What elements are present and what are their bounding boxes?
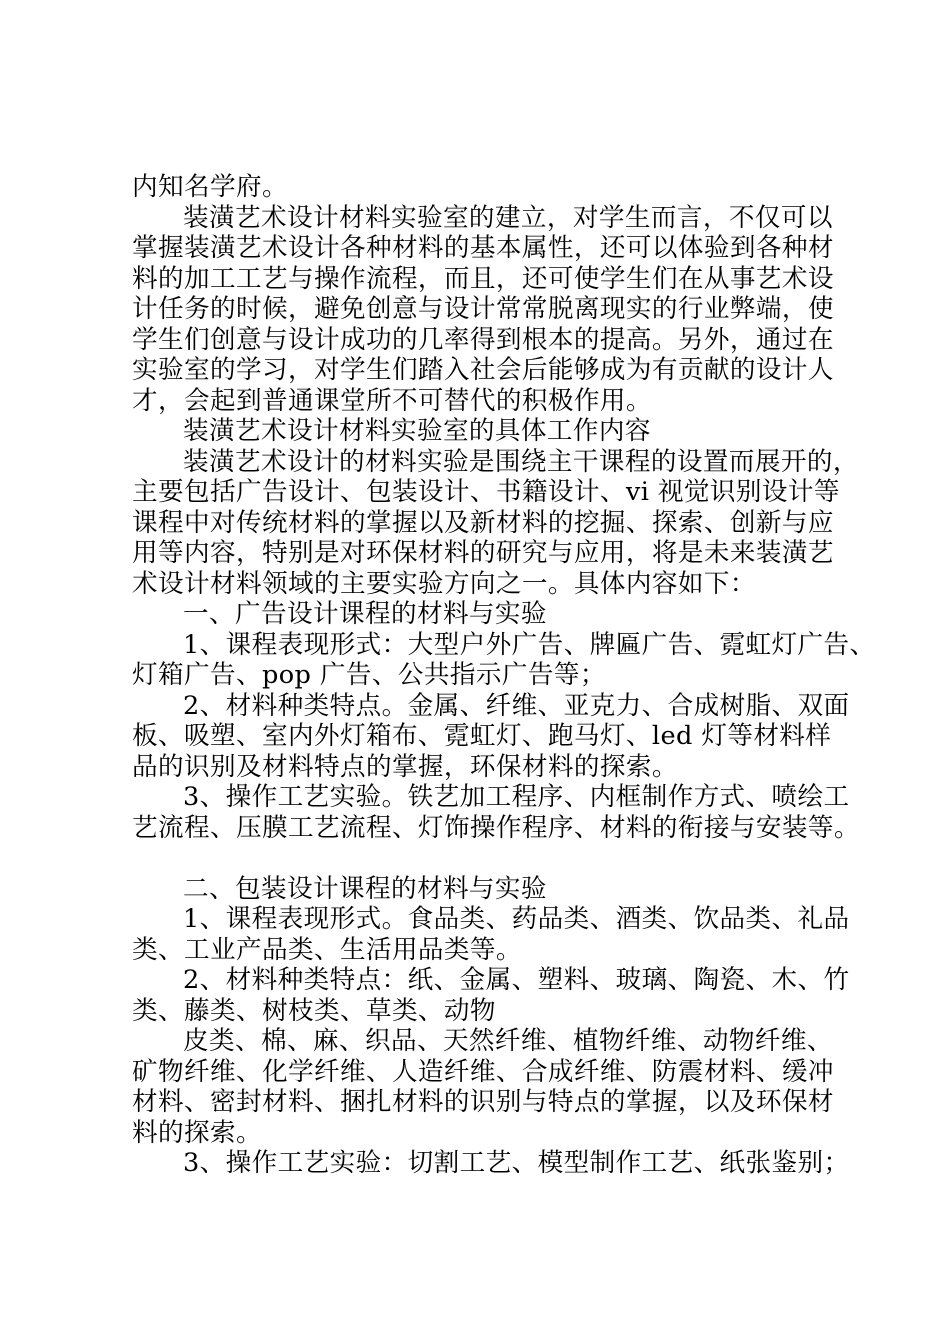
section-heading: 装潢艺术设计材料实验室的具体工作内容 [183, 416, 651, 446]
text-line: 计任务的时候，避免创意与设计常常脱离现实的行业弊端，使 [132, 294, 834, 324]
text-line: 料的探索。 [132, 1117, 262, 1148]
list-item: 2、材料种类特点。金属、纤维、亚克力、合成树脂、双面 [183, 690, 850, 721]
text-line: 学生们创意与设计成功的几率得到根本的提高。另外，通过在 [132, 324, 834, 355]
text-line: 材料、密封材料、捆扎材料的识别与特点的掌握，以及环保材 [132, 1087, 834, 1117]
paragraph-lab-content: 装潢艺术设计的材料实验是围绕主干课程的设置而展开的， [183, 446, 859, 477]
text-line: 矿物纤维、化学纤维、人造纤维、合成纤维、防震材料、缓冲 [132, 1056, 834, 1087]
text-line: 类、工业产品类、生活用品类等。 [132, 934, 522, 965]
text-line: 掌握装潢艺术设计各种材料的基本属性，还可以体验到各种材 [132, 233, 834, 263]
text-line: 课程中对传统材料的掌握以及新材料的挖掘、探索、创新与应 [132, 507, 834, 538]
text-line: 料的加工工艺与操作流程，而且，还可使学生们在从事艺术设 [132, 263, 834, 294]
list-item: 1、课程表现形式。食品类、药品类、酒类、饮品类、礼品 [183, 904, 850, 934]
document-body [132, 172, 876, 1179]
text-line: 灯箱广告、pop 广告、公共指示广告等； [132, 660, 606, 690]
list-item: 2、材料种类特点：纸、金属、塑料、玻璃、陶瓷、木、竹 [183, 965, 850, 995]
text-line: 皮类、棉、麻、织品、天然纤维、植物纤维、动物纤维、 [183, 1026, 833, 1056]
list-item: 1、课程表现形式：大型户外广告、牌匾广告、霓虹灯广告、 [183, 629, 876, 660]
text-line: 主要包括广告设计、包装设计、书籍设计、vi 视觉识别设计等 [132, 477, 840, 507]
text-line: 艺流程、压膜工艺流程、灯饰操作程序、材料的衔接与安装等。 [132, 812, 860, 843]
text-line: 用等内容，特别是对环保材料的研究与应用，将是未来装潢艺 [132, 538, 834, 568]
subsection-heading-packaging: 二、包装设计课程的材料与实验 [183, 873, 547, 904]
blank-line [132, 843, 852, 874]
text-line: 内知名学府。 [132, 172, 288, 202]
text-line: 板、吸塑、室内外灯箱布、霓虹灯、跑马灯、led 灯等材料样 [132, 721, 832, 751]
text-line: 实验室的学习，对学生们踏入社会后能够成为有贡献的设计人 [132, 355, 834, 385]
text-line: 术设计材料领域的主要实验方向之一。具体内容如下： [132, 568, 756, 599]
list-item: 3、操作工艺实验。铁艺加工程序、内框制作方式、喷绘工 [183, 782, 850, 812]
list-item: 3、操作工艺实验：切割工艺、模型制作工艺、纸张鉴别； [183, 1148, 850, 1178]
subsection-heading-advertising: 一、广告设计课程的材料与实验 [183, 599, 547, 629]
text-line: 类、藤类、树枝类、草类、动物 [132, 995, 496, 1026]
paragraph-lab-benefits: 装潢艺术设计材料实验室的建立，对学生而言，不仅可以 [183, 202, 833, 233]
text-line: 品的识别及材料特点的掌握，环保材料的探索。 [132, 751, 678, 782]
text-line: 才，会起到普通课堂所不可替代的积极作用。 [132, 385, 652, 416]
